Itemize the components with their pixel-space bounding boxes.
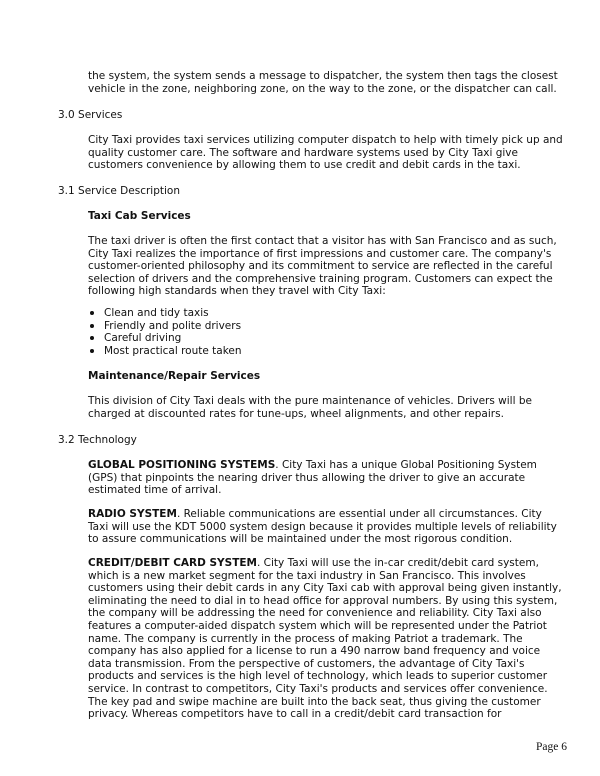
bullet-icon xyxy=(90,336,94,340)
page-number: Page 6 xyxy=(536,741,567,753)
standards-list xyxy=(88,307,242,357)
list-item-text: Careful driving xyxy=(104,332,182,345)
bullet-icon xyxy=(90,324,94,328)
bullet-icon xyxy=(90,311,94,315)
card-system-text: . City Taxi will use the in-car credit/debit card system, which is a new market segment for the taxi industry in San Francisco. This involves customers using their debit cards in any City Taxi cab with approval being given instantly, eliminating the need to dial in to head office for approval numbers. By using this system, the company will be addressing the need for convenience and reliability. City Taxi also features a computer-aided dispatch system which will be represented under the Patriot name. The company is currently in the process of making Patriot a trademark. The company has also applied for a license to run a 490 narrow band frequency and voice data transmission. From the perspective of customers, the advantage of City Taxi's products and services is the high level of technology, which leads to superior customer service. In contrast to competitors, City Taxi's products and services offer convenience. The key pad and swipe machine are built into the back seat, thus giving the customer privacy. Whereas competitors have to call in a credit/debit card transaction for xyxy=(88,557,562,721)
services-heading: 3.0 Services xyxy=(58,109,123,121)
card-system-title: CREDIT/DEBIT CARD SYSTEM xyxy=(88,557,257,569)
list-item-text: Clean and tidy taxis xyxy=(104,307,209,319)
taxi-cab-services-title: Taxi Cab Services xyxy=(88,210,191,222)
maintenance-services-title: Maintenance/Repair Services xyxy=(88,370,261,382)
list-item-text: Most practical route taken xyxy=(104,344,242,357)
list-item xyxy=(88,320,242,333)
intro-paragraph: the system, the system sends a message to dispatcher, the system then tags the closest vehicle in the zone, neighboring zone, on the way to the zone, or the dispatcher can call. xyxy=(88,70,558,95)
service-description-heading: 3.1 Service Description xyxy=(58,185,180,197)
card-system-paragraph xyxy=(88,557,564,721)
list-item xyxy=(88,332,242,345)
radio-text: . Reliable communications are essential under all circumstances. City Taxi will use the KDT 5000 system design because it provides multiple levels of reliability to assure communications will be maintained under the most rigorous condition. xyxy=(88,508,557,546)
maintenance-services-paragraph: This division of City Taxi deals with the pure maintenance of vehicles. Drivers will be charged at discounted rates for tune-ups, wheel alignments, and other repairs. xyxy=(88,395,532,420)
gps-paragraph xyxy=(88,459,564,497)
technology-heading: 3.2 Technology xyxy=(58,434,137,446)
gps-text: . City Taxi has a unique Global Positioning System (GPS) that pinpoints the nearing driver thus allowing the driver to give an accurate estimated time of arrival. xyxy=(88,459,537,497)
radio-paragraph xyxy=(88,508,564,546)
bullet-icon xyxy=(90,349,94,353)
list-item xyxy=(88,345,242,358)
list-item xyxy=(88,307,242,320)
taxi-cab-services-paragraph: The taxi driver is often the first contact that a visitor has with San Francisco and as such, City Taxi realizes the importance of first impressions and customer care. The company's customer-oriented philosophy and its commitment to service are reflected in the careful selection of drivers and the comprehensive training program. Customers can expect the following high standards when they travel with City Taxi: xyxy=(88,235,557,298)
radio-title: RADIO SYSTEM xyxy=(88,508,177,520)
list-item-text: Friendly and polite drivers xyxy=(104,319,242,332)
services-paragraph: City Taxi provides taxi services utilizing computer dispatch to help with timely pick up and quality customer care. The software and hardware systems used by City Taxi give customers convenience by allowing them to use credit and debit cards in the taxi. xyxy=(88,134,563,172)
gps-title: GLOBAL POSITIONING SYSTEMS xyxy=(88,459,276,471)
